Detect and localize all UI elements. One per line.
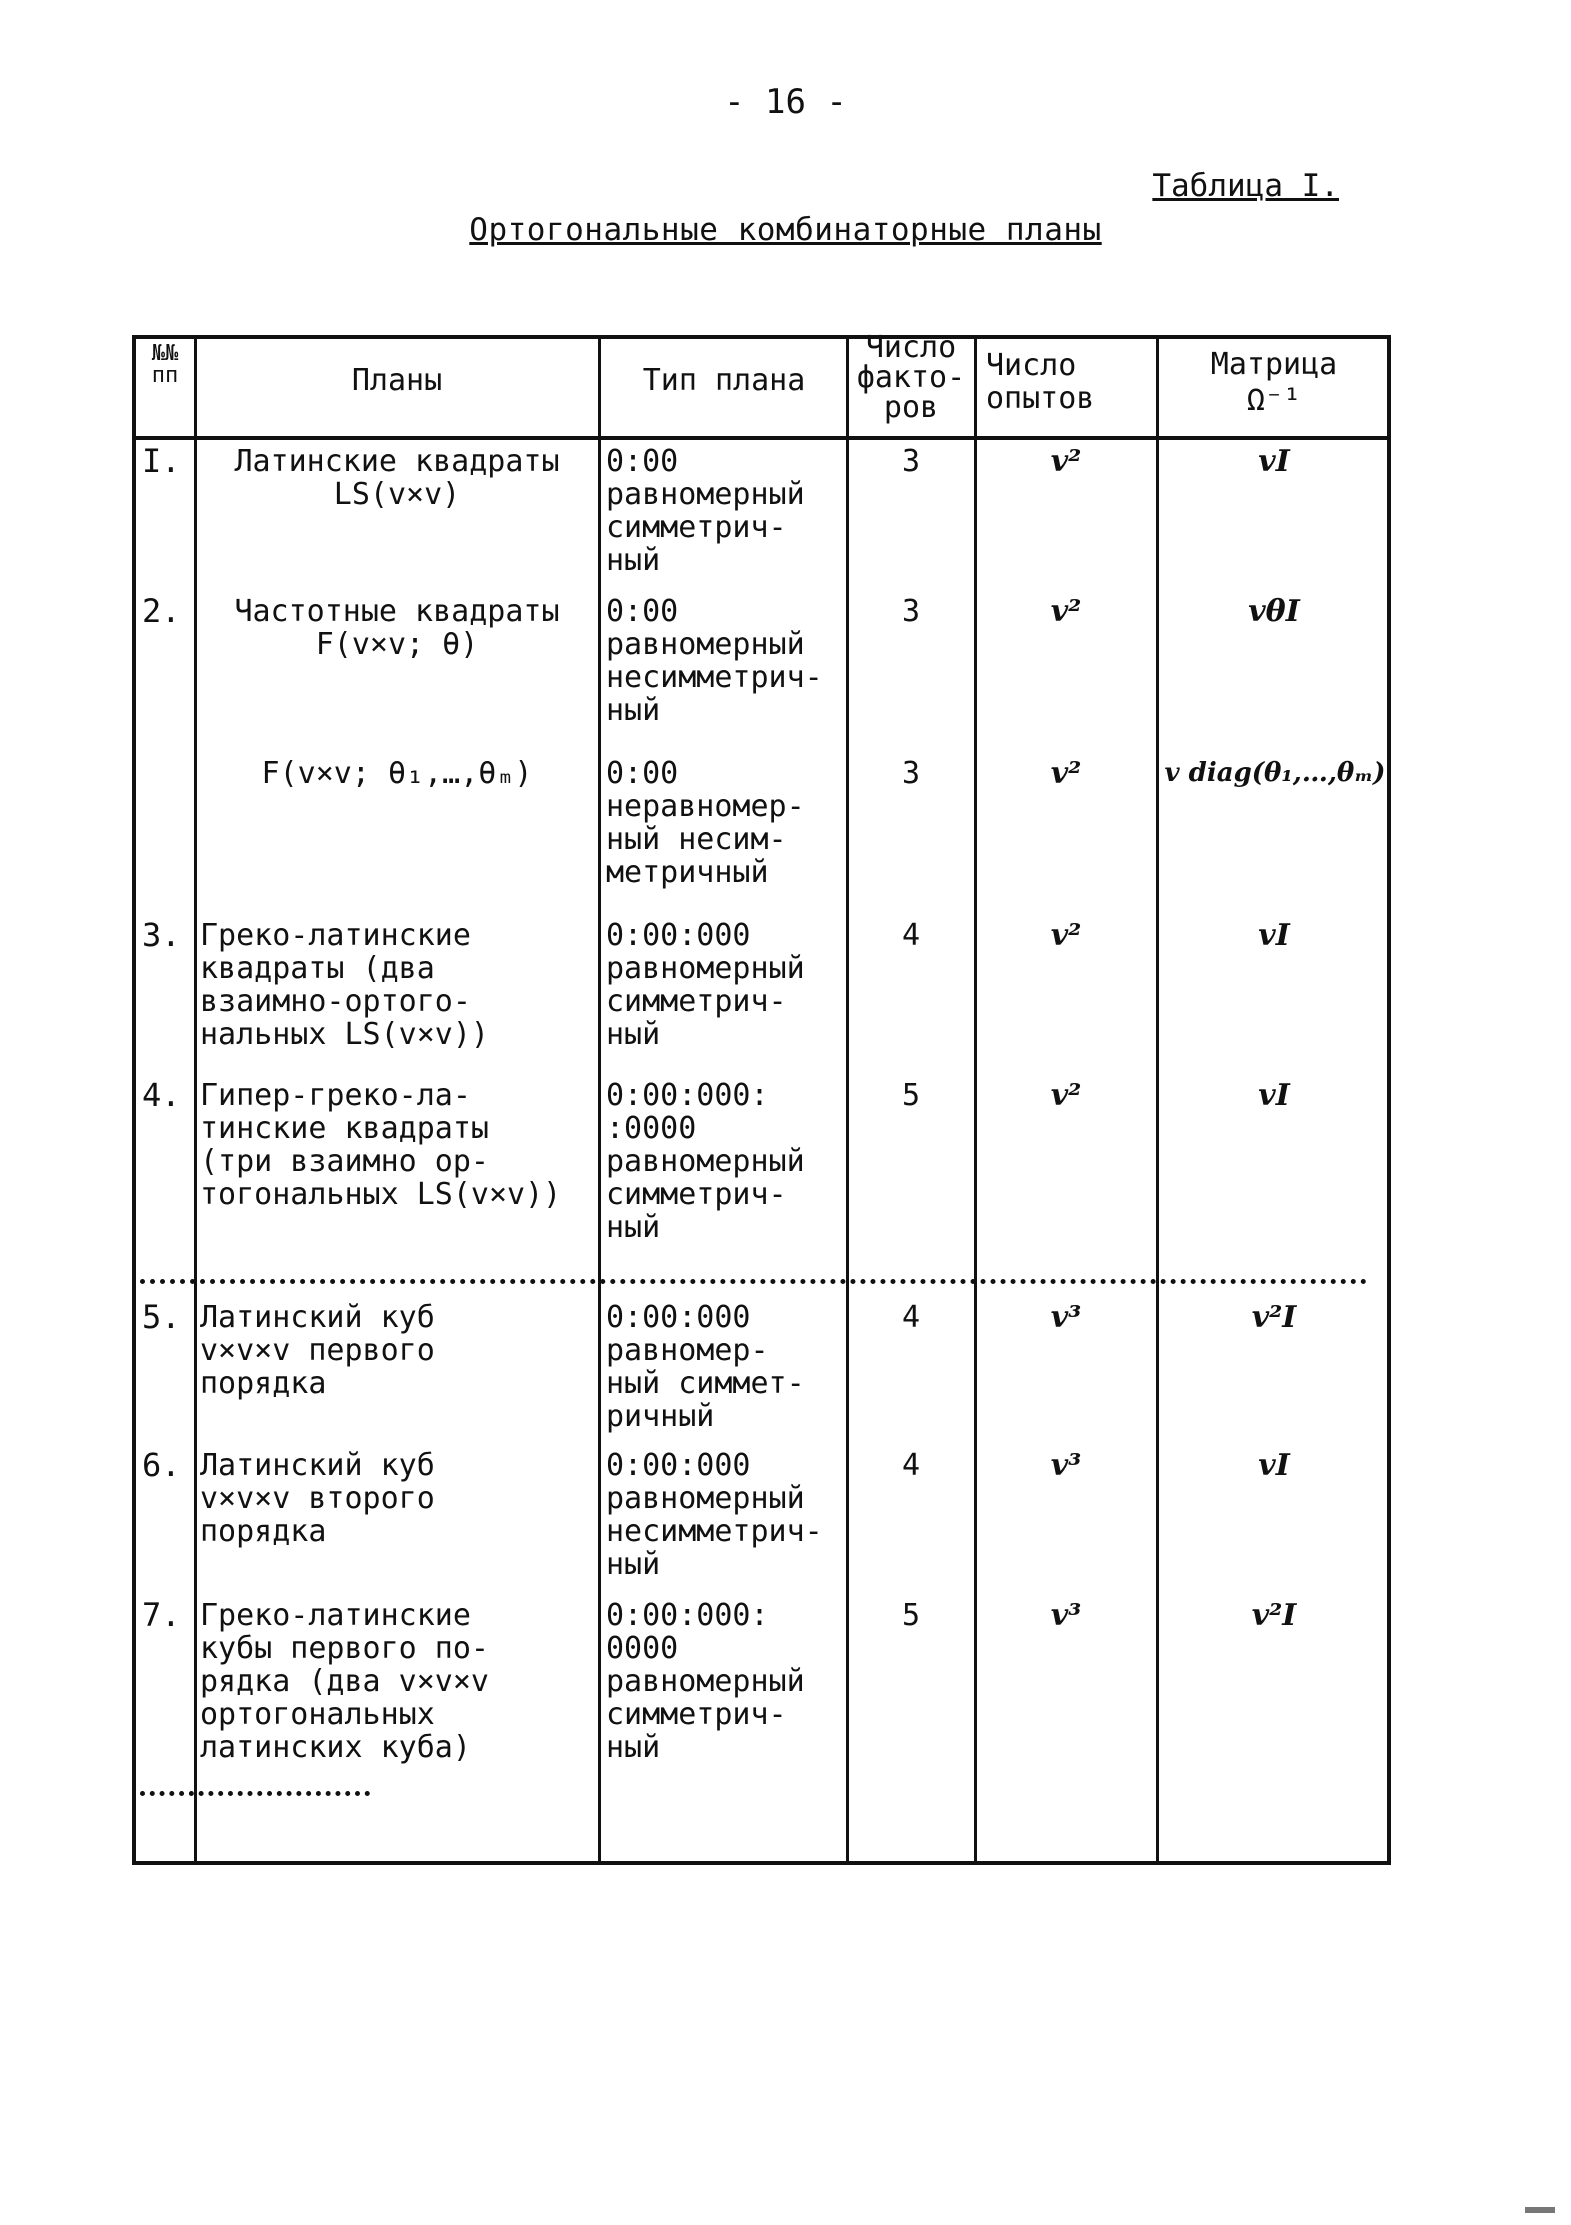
- factor-count: 4: [901, 918, 921, 953]
- factor-count: 3: [901, 444, 921, 479]
- column-divider: [1156, 339, 1159, 1861]
- row-number: 6.: [142, 1446, 181, 1484]
- plan-name: Частотные квадраты F(v×v; θ): [234, 594, 560, 662]
- run-count: v²: [1050, 594, 1082, 629]
- matrix-value: v²I: [1251, 1300, 1297, 1335]
- plan-name: Латинский куб v×v×v второго порядка: [200, 1448, 435, 1549]
- plan-type: 0:00:000 равномерный симметрич- ный: [606, 918, 805, 1052]
- plan-name: F(v×v; θ₁,…,θₘ): [261, 756, 533, 791]
- row-number: 7.: [142, 1596, 181, 1634]
- factor-count: 5: [901, 1078, 921, 1113]
- header-plans: Планы: [351, 363, 443, 398]
- column-divider: [194, 339, 197, 1861]
- matrix-value: vI: [1258, 444, 1290, 479]
- column-divider: [974, 339, 977, 1861]
- plan-name: Греко-латинские кубы первого по- рядка (два v×v×v ортогональных латинских куба): [200, 1598, 489, 1765]
- plan-name: Греко-латинские квадраты (два взаимно-ортого- нальных LS(v×v)): [200, 918, 489, 1052]
- scan-mark: [1525, 2207, 1555, 2213]
- factor-count: 3: [901, 756, 921, 791]
- matrix-value: v diag(θ₁,…,θₘ): [1164, 758, 1386, 788]
- page-number: - 16 -: [724, 82, 847, 122]
- matrix-value: vI: [1258, 1448, 1290, 1483]
- header-matrix: Матрица Ω⁻¹: [1210, 347, 1338, 418]
- plan-type: 0:00 неравномер- ный несим- метричный: [606, 756, 805, 890]
- dotted-separator: [140, 1279, 1367, 1284]
- column-divider: [598, 339, 601, 1861]
- header-factors: Число факто- ров: [856, 330, 966, 425]
- matrix-value: v²I: [1251, 1598, 1297, 1633]
- matrix-value: vθI: [1248, 594, 1300, 629]
- plan-name: Латинский куб v×v×v первого порядка: [200, 1300, 435, 1401]
- plan-type: 0:00:000 равномер- ный симмет- ричный: [606, 1300, 805, 1434]
- matrix-value: vI: [1258, 1078, 1290, 1113]
- header-type: Тип плана: [642, 363, 806, 398]
- plan-type: 0:00:000: 0000 равномерный симметрич- ный: [606, 1598, 805, 1765]
- factor-count: 4: [901, 1448, 921, 1483]
- run-count: v²: [1050, 444, 1082, 479]
- header-number: №№ пп: [151, 341, 179, 388]
- run-count: v²: [1050, 918, 1082, 953]
- plan-type: 0:00:000: :0000 равномерный симметрич- ный: [606, 1078, 805, 1245]
- dotted-separator: [140, 1791, 370, 1796]
- matrix-value: vI: [1258, 918, 1290, 953]
- run-count: v²: [1050, 756, 1082, 791]
- run-count: v³: [1050, 1448, 1082, 1483]
- plan-type: 0:00 равномерный несимметрич- ный: [606, 594, 823, 728]
- plan-name: Гипер-греко-ла- тинские квадраты (три взаимно ор- тогональных LS(v×v)): [200, 1078, 562, 1212]
- plan-type: 0:00:000 равномерный несимметрич- ный: [606, 1448, 823, 1582]
- run-count: v³: [1050, 1300, 1082, 1335]
- orthogonal-plans-table: [132, 330, 1391, 1865]
- factor-count: 3: [901, 594, 921, 629]
- row-number: 5.: [142, 1298, 181, 1336]
- header-runs: Число опытов: [986, 348, 1095, 416]
- row-number: I.: [142, 442, 181, 480]
- row-number: 3.: [142, 916, 181, 954]
- document-title: Ортогональные комбинаторные планы: [469, 212, 1102, 248]
- plan-type: 0:00 равномерный симметрич- ный: [606, 444, 805, 578]
- row-number: 2.: [142, 592, 181, 630]
- row-number: 4.: [142, 1076, 181, 1114]
- run-count: v³: [1050, 1598, 1082, 1633]
- run-count: v²: [1050, 1078, 1082, 1113]
- header-rule: [136, 436, 1387, 440]
- table-label: Таблица I.: [1152, 168, 1339, 204]
- factor-count: 5: [901, 1598, 921, 1633]
- plan-name: Латинские квадраты LS(v×v): [234, 444, 560, 512]
- factor-count: 4: [901, 1300, 921, 1335]
